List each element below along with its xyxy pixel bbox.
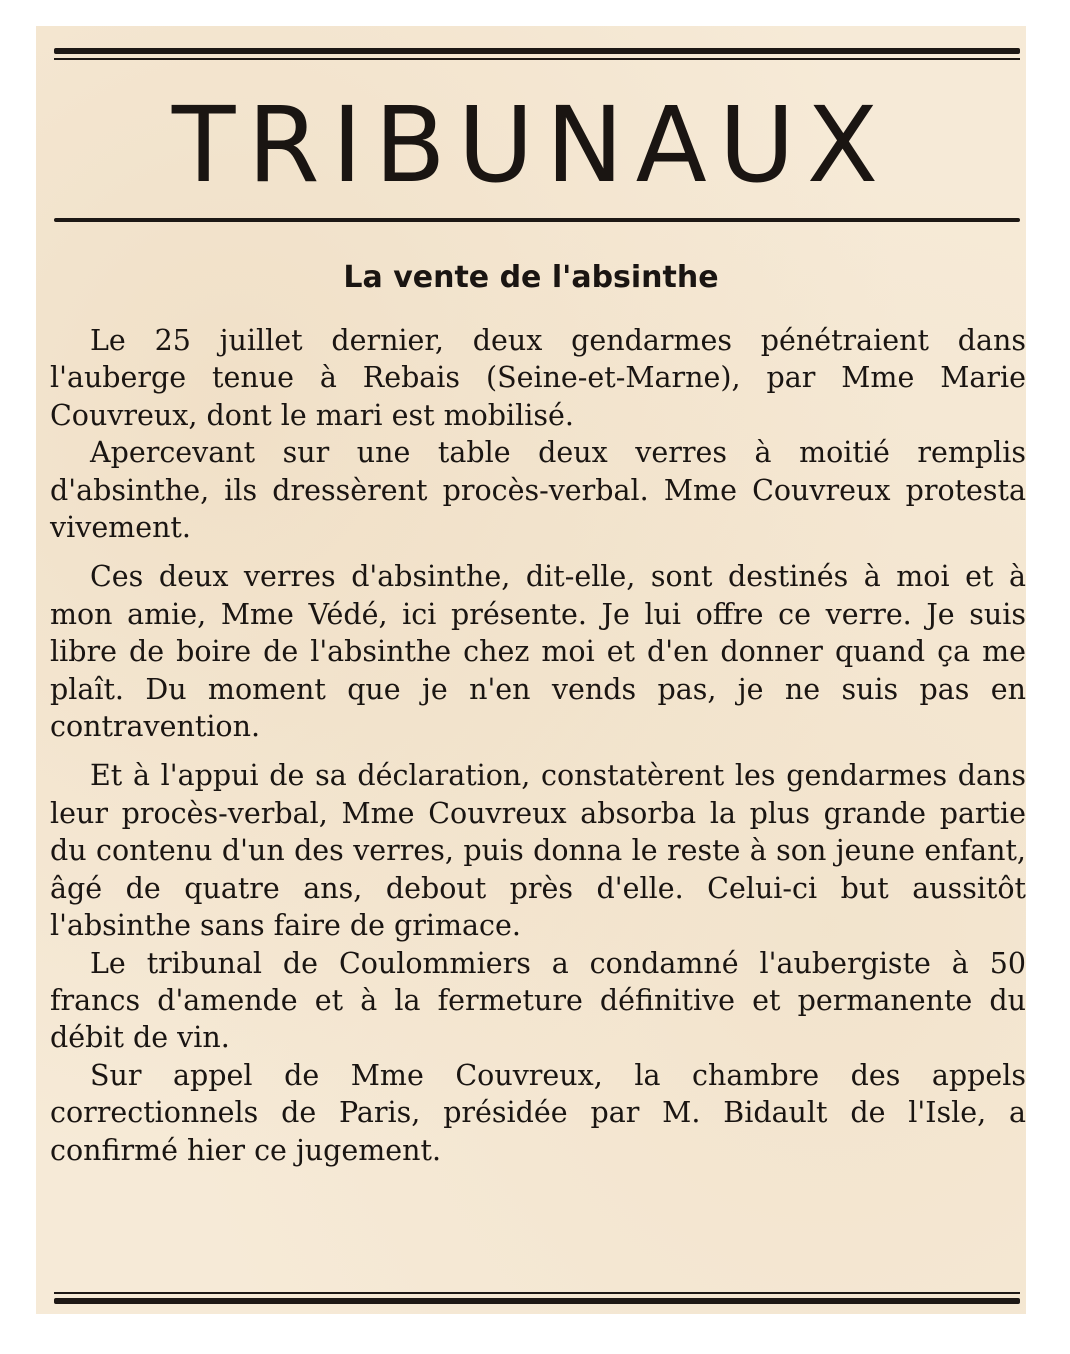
article-paragraph: Le 25 juillet dernier, deux gendarmes pénétraient dans l'auberge tenue à Rebais (Seine-et-Marne), par Mme Marie Couvreux, dont le mari est mobilisé. — [50, 324, 1026, 432]
article-paragraph: Et à l'appui de sa déclaration, constatèrent les gendarmes dans leur procès-verbal, Mme Couvreux absorba la plus grande partie du contenu d'un des verres, puis donna le reste à son jeune enfant, âgé de quatre ans, debout près d'elle. Celui-ci but aussitôt l'absinthe sans faire de grimace. — [50, 759, 1026, 943]
article-headline: La vente de l'absinthe — [343, 260, 719, 295]
bottom-thick-rule — [54, 1298, 1020, 1304]
newspaper-clipping — [36, 26, 1026, 1314]
top-thin-rule — [54, 58, 1020, 60]
article-paragraph: Apercevant sur une table deux verres à moitié remplis d'absinthe, ils dressèrent procès-verbal. Mme Couvreux protesta vivement. — [50, 436, 1026, 545]
article-paragraph: Le tribunal de Coulommiers a condamné l'aubergiste à 50 francs d'amende et à la fermeture définitive et permanente du débit de vin. — [50, 946, 1026, 1055]
article-body — [50, 322, 1026, 1169]
article-paragraph: Sur appel de Mme Couvreux, la chambre des appels correctionnels de Paris, présidée par M. Bidault de l'Isle, a confirmé hier ce jugement. — [50, 1058, 1026, 1167]
section-divider-rule — [54, 218, 1020, 222]
article-paragraph: Ces deux verres d'absinthe, dit-elle, sont destinés à moi et à mon amie, Mme Védé, ici présente. Je lui offre ce verre. Je suis libre de boire de l'absinthe chez moi et d'en donner quand ça me plaît. Du moment que je n'en vends pas, je ne suis pas en contravention. — [50, 560, 1026, 744]
bottom-double-rule — [54, 1292, 1020, 1304]
top-double-rule — [54, 48, 1020, 60]
section-title: TRIBUNAUX — [171, 84, 891, 206]
